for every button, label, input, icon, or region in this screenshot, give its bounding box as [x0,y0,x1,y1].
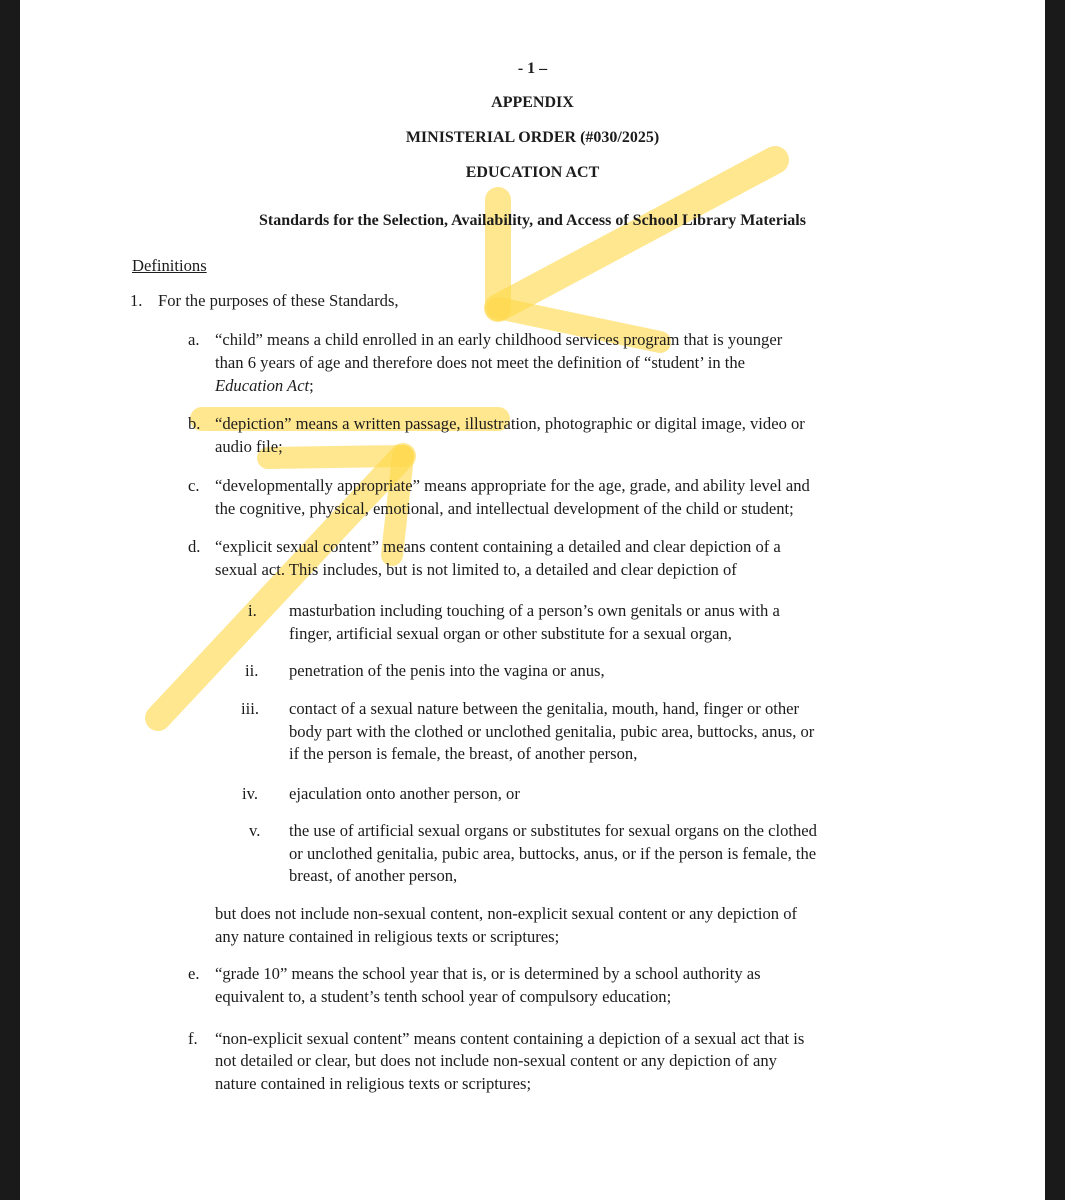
highlight-arrow-bottom-head [268,456,403,458]
subitem-ii-line-1: penetration of the penis into the vagina or anus, [289,661,605,680]
page-number: - 1 – [517,60,548,77]
ministerial-order-heading: MINISTERIAL ORDER (#030/2025) [405,129,660,146]
definition-e-line-2: equivalent to, a student’s tenth school year of compulsory education; [215,987,672,1006]
definition-e-line-1: “grade 10” means the school year that is, or is determined by a school authority as [215,964,761,983]
subitem-label-iii: iii. [241,699,259,718]
definition-label-a: a. [188,330,200,349]
citation-suffix: ; [309,376,314,395]
item-number: 1. [130,291,143,310]
definition-label-d: d. [188,537,201,556]
subitem-iii-line-1: contact of a sexual nature between the genitalia, mouth, hand, finger or other [289,699,800,718]
standards-title: Standards for the Selection, Availability, and Access of School Library Materials [259,212,806,229]
exclusion-line-1: but does not include non-sexual content, non-explicit sexual content or any depiction of [215,904,798,923]
subitem-v-line-2: or unclothed genitalia, pubic area, buttocks, anus, or if the person is female, the [289,844,817,863]
education-act-heading: EDUCATION ACT [465,164,600,181]
exclusion-line-2: any nature contained in religious texts or scriptures; [215,927,560,946]
subitem-i-line-2: finger, artificial sexual organ or other substitute for a sexual organ, [289,624,732,643]
definition-f-line-1: “non-explicit sexual content” means content containing a depiction of a sexual act that is [215,1029,805,1048]
definition-label-f: f. [188,1029,198,1048]
definition-d-line-2: sexual act. This includes, but is not limited to, a detailed and clear depiction of [215,560,737,579]
definitions-heading: Definitions [132,256,207,275]
subitem-label-ii: ii. [245,661,259,680]
definition-f-line-3: nature contained in religious texts or scriptures; [215,1074,532,1093]
intro-text: For the purposes of these Standards, [158,291,399,310]
subitem-iii-line-3: if the person is female, the breast, of another person, [289,744,638,763]
definition-a-line-1: “child” means a child enrolled in an early childhood services program that is younger [215,330,783,349]
subitem-v-line-1: the use of artificial sexual organs or substitutes for sexual organs on the clothed [289,821,817,840]
definition-label-b: b. [188,414,201,433]
definition-b-line-2: audio file; [215,437,283,456]
definition-c-line-2: the cognitive, physical, emotional, and intellectual development of the child or student; [215,499,794,518]
definition-label-e: e. [188,964,200,983]
definition-d-line-1: “explicit sexual content” means content containing a detailed and clear depiction of a [215,537,781,556]
definition-c-line-1: “developmentally appropriate” means appropriate for the age, grade, and ability level and [215,476,810,495]
subitem-label-i: i. [248,601,257,620]
definition-b-line-1: “depiction” means a written passage, illustration, photographic or digital image, video or [215,414,805,433]
education-act-citation: Education Act [215,376,310,395]
subitem-i-line-1: masturbation including touching of a person’s own genitals or anus with a [289,601,780,620]
subitem-iii-line-2: body part with the clothed or unclothed genitalia, pubic area, buttocks, anus, or [289,722,815,741]
subitem-v-line-3: breast, of another person, [289,866,458,885]
appendix-heading: APPENDIX [491,94,574,111]
subitem-label-v: v. [249,821,261,840]
definition-a-line-3 [215,375,314,397]
document-page [20,0,1045,1200]
definition-a-line-2: than 6 years of age and therefore does not meet the definition of “student’ in the [215,353,746,372]
definition-label-c: c. [188,476,200,495]
definition-f-line-2: not detailed or clear, but does not include non-sexual content or any depiction of any [215,1051,777,1070]
subitem-label-iv: iv. [242,784,258,803]
subitem-iv-line-1: ejaculation onto another person, or [289,784,520,803]
